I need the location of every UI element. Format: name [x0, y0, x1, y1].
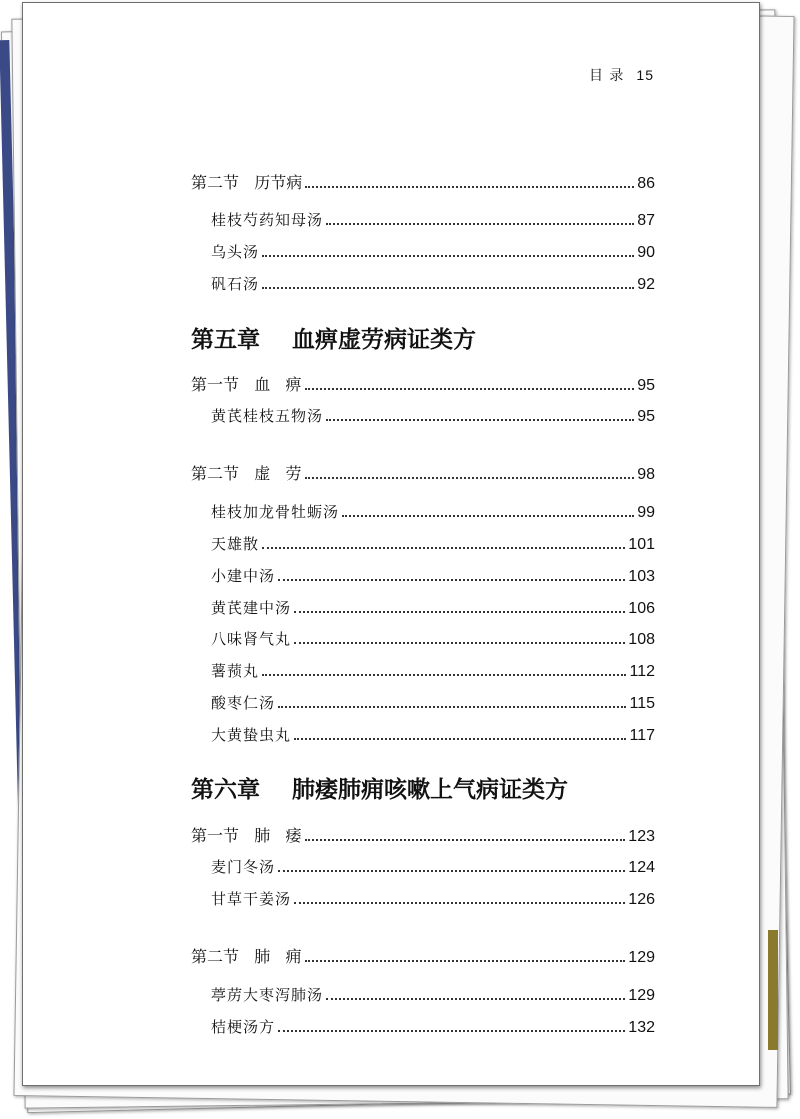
toc-section[interactable]: [191, 373, 655, 395]
toc-label: 黄芪桂枝五物汤: [211, 407, 324, 425]
dot-leader: [305, 477, 635, 479]
toc-label: 第一节 肺 痿: [191, 826, 302, 845]
toc-label: 小建中汤: [211, 567, 276, 585]
toc-label: 葶苈大枣泻肺汤: [211, 986, 324, 1004]
toc-page-number: 115: [629, 695, 655, 712]
toc-page-number: 98: [637, 466, 655, 483]
dot-leader: [294, 902, 625, 904]
dot-leader: [326, 223, 634, 225]
toc-label: 酸枣仁汤: [211, 694, 276, 712]
toc-page-number: 112: [629, 663, 655, 680]
dot-leader: [294, 611, 625, 613]
toc-item[interactable]: [211, 500, 655, 522]
toc-item[interactable]: [211, 855, 655, 877]
page-number: 15: [636, 67, 654, 83]
dot-leader: [326, 419, 634, 421]
toc-label: 天雄散: [211, 535, 260, 553]
toc-item[interactable]: [211, 240, 655, 262]
toc-item[interactable]: [211, 723, 655, 745]
toc-page-number: 124: [628, 859, 655, 876]
toc-page-number: 99: [637, 504, 655, 521]
running-head-title: 目 录: [588, 68, 625, 84]
toc-item[interactable]: [211, 887, 655, 909]
toc-label: 桔梗汤方: [211, 1018, 276, 1036]
toc-label: 甘草干姜汤: [211, 890, 292, 908]
dot-leader: [294, 642, 625, 644]
toc-page-number: 108: [628, 631, 655, 648]
dot-leader: [326, 998, 625, 1000]
toc-item[interactable]: [211, 208, 655, 230]
toc-section[interactable]: [191, 462, 655, 484]
toc-page-number: 132: [628, 1019, 655, 1036]
toc-item[interactable]: [211, 627, 655, 649]
toc-item[interactable]: [211, 404, 655, 426]
toc-item[interactable]: [211, 983, 655, 1005]
dot-leader: [262, 255, 634, 257]
toc-page-number: 123: [628, 828, 655, 845]
toc-item[interactable]: [211, 659, 655, 681]
toc-page-number: 129: [628, 987, 655, 1004]
toc-section[interactable]: [191, 171, 655, 193]
toc-label: 第二节 虚 劳: [191, 464, 302, 483]
dot-leader: [305, 839, 626, 841]
dot-leader: [305, 960, 626, 962]
toc-item[interactable]: [211, 1015, 655, 1037]
dot-leader: [262, 674, 626, 676]
toc-section[interactable]: [191, 824, 655, 846]
toc-item[interactable]: [211, 596, 655, 618]
toc-page-number: 117: [629, 727, 655, 744]
toc-page-number: 101: [628, 536, 655, 553]
toc-label: 黄芪建中汤: [211, 599, 292, 617]
toc-section[interactable]: [191, 945, 655, 967]
dot-leader: [278, 870, 625, 872]
dot-leader: [278, 579, 625, 581]
toc-item[interactable]: [211, 564, 655, 586]
toc-page-number: 95: [637, 377, 655, 394]
toc-page-number: 126: [628, 891, 655, 908]
dot-leader: [305, 186, 634, 188]
toc-item[interactable]: [211, 691, 655, 713]
toc-label: 矾石汤: [211, 275, 260, 293]
toc-item[interactable]: [211, 532, 655, 554]
toc-label: 第二节 肺 痈: [191, 947, 302, 966]
toc-label: 麦门冬汤: [211, 858, 276, 876]
dot-leader: [262, 547, 625, 549]
toc-page-number: 129: [628, 949, 655, 966]
toc-label: 大黄蛰虫丸: [211, 726, 292, 744]
chapter-heading[interactable]: 第五章 血痹虚劳病证类方: [191, 326, 477, 353]
toc-label: 八味肾气丸: [211, 630, 292, 648]
toc-page-number: 95: [637, 408, 655, 425]
toc-page-number: 106: [628, 600, 655, 617]
toc-page-number: 86: [637, 175, 655, 192]
toc-label: 薯蓣丸: [211, 662, 260, 680]
dot-leader: [342, 515, 634, 517]
toc-page-number: 103: [628, 568, 655, 585]
toc-item[interactable]: [211, 272, 655, 294]
toc-page: [22, 2, 760, 1086]
dot-leader: [278, 1030, 625, 1032]
toc-page-number: 92: [637, 276, 655, 293]
toc-label: 第一节 血 痹: [191, 375, 302, 394]
toc-label: 乌头汤: [211, 243, 260, 261]
toc-page-number: 87: [637, 212, 655, 229]
running-head: [589, 65, 654, 85]
toc-page-number: 90: [637, 244, 655, 261]
dot-leader: [278, 706, 626, 708]
dot-leader: [305, 388, 635, 390]
dot-leader: [262, 287, 634, 289]
toc-label: 桂枝加龙骨牡蛎汤: [211, 503, 340, 521]
book-cover-edge: [768, 930, 778, 1050]
dot-leader: [294, 738, 626, 740]
toc-label: 第二节 历节病: [191, 173, 303, 192]
toc-label: 桂枝芍药知母汤: [211, 211, 324, 229]
chapter-heading[interactable]: 第六章 肺痿肺痈咳嗽上气病证类方: [191, 776, 569, 803]
